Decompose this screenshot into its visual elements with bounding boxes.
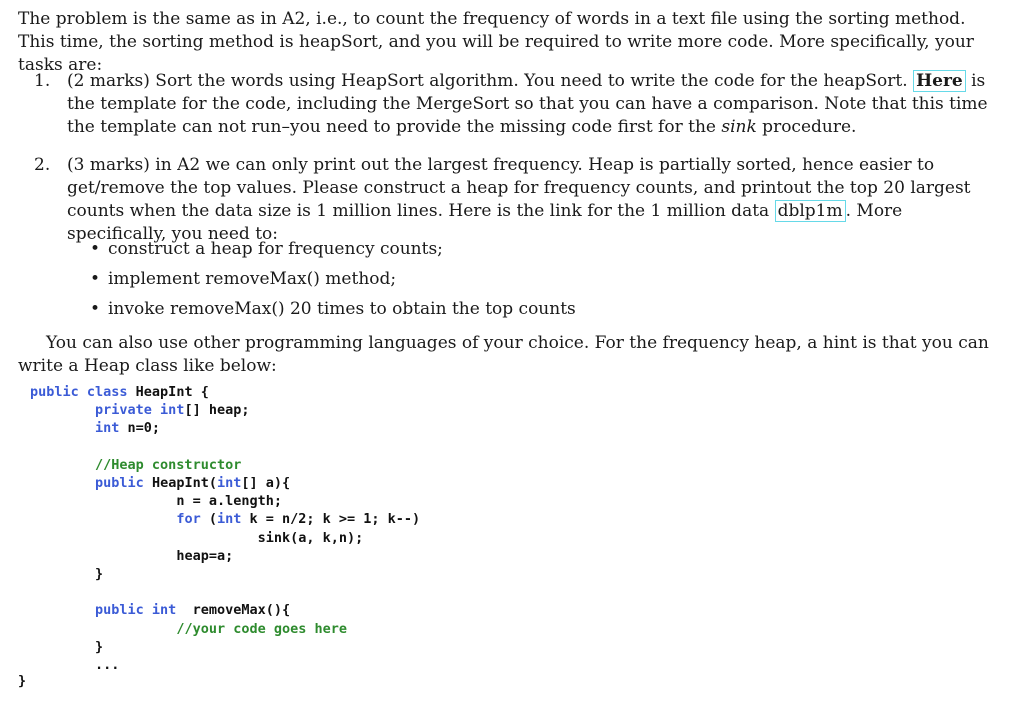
task-2 [34,154,998,246]
bullet-text: invoke removeMax() 20 times to obtain the top counts [108,299,576,319]
code-keyword: public int [95,602,177,619]
hint-text: You can also use other programming languages of your choice. For the frequency heap, a hint is that you can write a Heap class like below: [18,333,989,376]
bullet-text: implement removeMax() method; [108,269,397,289]
bullet-item [90,268,396,291]
hint-paragraph [18,332,998,378]
code-text: n=0; [119,420,161,437]
code-keyword: int [95,420,120,437]
code-text: ... [95,657,120,674]
task-1-text: (2 marks) Sort the words using HeapSort algorithm. You need to write the code for the heapSort. [67,71,914,91]
code-text: } [95,638,104,655]
code-text: heap=a; [176,547,234,564]
task-1-text-continued: is the template for the code, including the MergeSort so that you can have a comparison. Note that this time the template can not run–you need to provide the missing code first for the [67,71,988,137]
code-text: HeapInt( [143,475,217,492]
code-keyword: public [95,475,144,492]
code-text: removeMax(){ [176,602,291,619]
bullet-dot: • [90,269,101,289]
here-link[interactable] [913,70,966,92]
code-text: } [18,673,27,689]
code-keyword: for [176,511,201,528]
bullet-dot: • [90,299,101,319]
code-comment: //your code goes here [176,620,347,637]
dblp1m-link[interactable]: dblp1m [775,200,846,222]
intro-paragraph [18,8,998,77]
code-text: } [95,566,104,583]
code-text: [] a){ [241,475,291,492]
code-comment: //Heap constructor [95,456,242,473]
task-2-number: 2. [34,155,51,175]
here-link-label: Here [916,71,963,91]
bullet-item [90,298,576,321]
code-text: sink(a, k,n); [257,529,364,546]
task-1 [34,70,998,139]
code-text: k = n/2; k >= 1; k--) [241,511,421,528]
code-closing-brace [18,672,26,690]
sink-term: sink [721,117,757,137]
code-text: ( [200,511,217,528]
bullet-text: construct a heap for frequency counts; [108,239,443,259]
task-2-text: (3 marks) in A2 we can only print out the largest frequency. Heap is partially sorted, hence easier to get/remove the top values. Please construct a heap for frequency counts, and printout the top 20 largest counts when the data size is 1 million lines. Here is the link for the 1 million data [67,155,971,221]
code-keyword: int [216,511,242,528]
intro-text: The problem is the same as in A2, i.e., to count the frequency of words in a text file using the sorting method. This time, the sorting method is heapSort, and you will be required to write more code. More specifically, your tasks are: [18,9,974,75]
code-text: HeapInt { [127,384,209,400]
code-keyword: private int [95,402,185,419]
task-1-text-end: procedure. [756,117,857,137]
code-text: [] heap; [184,402,250,419]
bullet-dot: • [90,239,101,259]
task-2-text-end: . More specifically, you need to: [67,201,903,244]
task-1-number: 1. [34,71,51,91]
code-keyword: int [216,475,242,492]
code-text: n = a.length; [176,493,282,510]
code-keyword: public class [30,384,128,400]
code-block [30,383,420,674]
bullet-item [90,238,443,261]
